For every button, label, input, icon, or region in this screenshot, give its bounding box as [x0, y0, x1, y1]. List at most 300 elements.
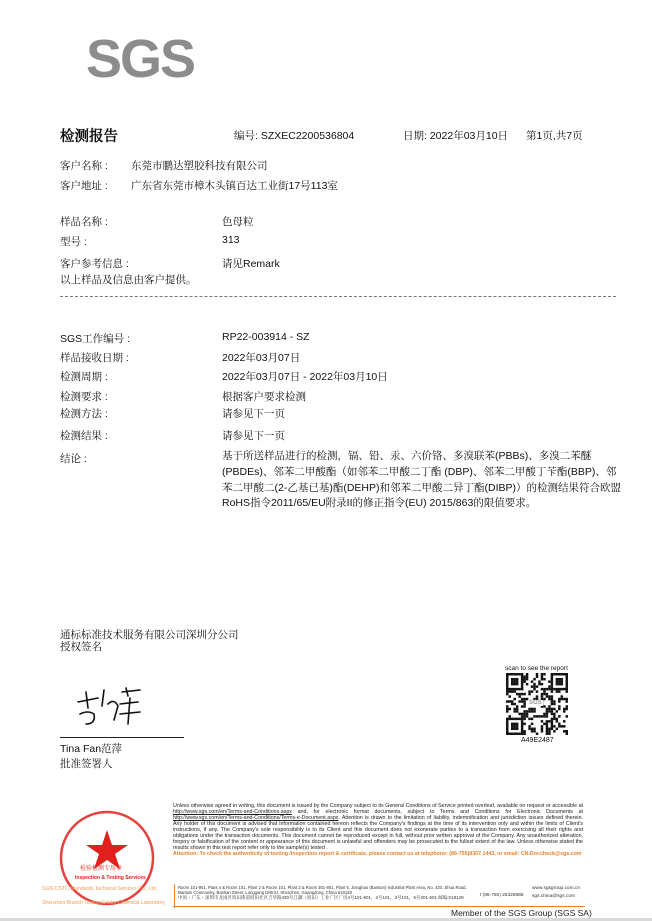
qr-module — [533, 730, 535, 732]
qr-module — [563, 673, 565, 675]
qr-module — [506, 690, 508, 692]
qr-module — [521, 715, 523, 717]
qr-module — [556, 680, 558, 682]
requirement-label: 检测要求 : — [60, 391, 108, 403]
email[interactable]: sgs.china@sgs.com — [532, 893, 575, 899]
qr-module — [528, 710, 530, 712]
qr-module — [566, 700, 568, 702]
qr-module — [508, 708, 510, 710]
qr-module — [551, 678, 553, 680]
qr-module — [551, 683, 553, 685]
qr-module — [513, 690, 515, 692]
qr-module — [513, 718, 515, 720]
qr-module — [548, 708, 550, 710]
qr-module — [506, 718, 508, 720]
qr-module — [561, 688, 563, 690]
qr-module — [521, 683, 523, 685]
qr-module — [541, 695, 543, 697]
qr-module — [521, 693, 523, 695]
qr-module — [526, 675, 528, 677]
qr-module — [533, 708, 535, 710]
qr-module — [506, 720, 508, 722]
qr-module — [541, 715, 543, 717]
qr-module — [506, 688, 508, 690]
qr-module — [523, 730, 525, 732]
qr-module — [561, 678, 563, 680]
qr-module — [561, 680, 563, 682]
qr-module — [563, 698, 565, 700]
qr-module — [506, 728, 508, 730]
qr-module — [551, 685, 553, 687]
qr-module — [506, 678, 508, 680]
qr-module — [526, 710, 528, 712]
qr-module — [533, 715, 535, 717]
qr-module — [511, 690, 513, 692]
seal-lab-en: Shenzhen Branch Testing Center Chemical Laboratory — [42, 900, 165, 906]
qr-module — [523, 698, 525, 700]
signer-name: Tina Fan范萍 — [60, 743, 123, 755]
qr-caption: scan to see the report — [505, 665, 568, 672]
seal-english: Inspection & Testing Services — [75, 875, 146, 881]
qr-module — [516, 723, 518, 725]
qr-module — [561, 725, 563, 727]
sgs-logo: SGS — [86, 29, 195, 89]
qr-module — [556, 728, 558, 730]
qr-module — [548, 728, 550, 730]
qr-module — [506, 733, 508, 735]
qr-module — [516, 725, 518, 727]
qr-module — [513, 688, 515, 690]
qr-module — [521, 733, 523, 735]
address-cn: 中国・广东・深圳市龙岗区坂田街道坂田社区吉华路430号江灏（坂田）工业厂区厂房4号101-901，2号101，3号101，5号301-501 邮编:518129 — [178, 895, 464, 900]
qr-module — [506, 700, 508, 702]
qr-module — [516, 718, 518, 720]
qr-module — [558, 708, 560, 710]
qr-module — [513, 678, 515, 680]
qr-module — [553, 700, 555, 702]
qr-module — [546, 733, 548, 735]
job-no-label: SGS工作编号 : — [60, 333, 131, 345]
qr-module — [563, 725, 565, 727]
disclaimer-part: Unless otherwise agreed in writing, this document is issued by the Company subject to its General Conditions of Service printed overleaf, available on request or accessible at — [173, 803, 583, 809]
qr-module — [558, 725, 560, 727]
qr-module — [546, 725, 548, 727]
handwritten-signature — [74, 684, 144, 728]
qr-module — [511, 728, 513, 730]
qr-module — [521, 720, 523, 722]
qr-module — [553, 730, 555, 732]
seal-center-text: 检验检测专用章 — [80, 866, 123, 872]
report-number: 编号: SZXEC2200536804 — [234, 130, 355, 142]
qr-module — [513, 728, 515, 730]
qr-module — [553, 718, 555, 720]
website[interactable]: www.sgsgroup.com.cn — [532, 886, 580, 891]
disclaimer — [173, 803, 583, 857]
qr-module — [553, 713, 555, 715]
qr-module — [513, 703, 515, 705]
qr-module — [526, 683, 528, 685]
model: 313 — [222, 234, 240, 246]
qr-module — [543, 713, 545, 715]
qr-module — [551, 728, 553, 730]
qr-module — [508, 690, 510, 692]
qr-module — [566, 705, 568, 707]
footer-address — [178, 885, 473, 900]
qr-module — [543, 690, 545, 692]
qr-module — [541, 730, 543, 732]
qr-code-id: A49E2487 — [521, 737, 554, 744]
qr-module — [536, 690, 538, 692]
qr-module — [521, 678, 523, 680]
qr-module — [518, 733, 520, 735]
qr-module — [521, 680, 523, 682]
qr-module — [518, 713, 520, 715]
qr-module — [523, 675, 525, 677]
qr-module — [566, 715, 568, 717]
qr-module — [543, 678, 545, 680]
qr-module — [546, 723, 548, 725]
qr-module — [511, 700, 513, 702]
qr-module — [561, 698, 563, 700]
qr-module — [508, 700, 510, 702]
authenticity-notice: Attention: To check the authenticity of testing /inspection report & certificate, please contact us at telephone: (86-755)8307 1443, or email: CN.Doccheck@sgs.com — [173, 851, 582, 857]
qr-module — [506, 730, 508, 732]
qr-module — [513, 680, 515, 682]
qr-module — [523, 713, 525, 715]
qr-module — [526, 678, 528, 680]
qr-module — [506, 710, 508, 712]
qr-module — [511, 723, 513, 725]
qr-module — [548, 720, 550, 722]
qr-module — [508, 715, 510, 717]
qr-module — [538, 715, 540, 717]
qr-module — [558, 688, 560, 690]
qr-module — [516, 683, 518, 685]
qr-module — [531, 728, 533, 730]
qr-module — [521, 718, 523, 720]
qr-module — [516, 678, 518, 680]
qr-module — [533, 678, 535, 680]
qr-sgs-logo: SGS — [529, 700, 542, 706]
qr-module — [551, 688, 553, 690]
qr-module — [556, 720, 558, 722]
qr-module — [563, 708, 565, 710]
qr-module — [533, 685, 535, 687]
sample-note: 以上样品及信息由客户提供。 — [60, 274, 197, 286]
qr-module — [531, 708, 533, 710]
qr-module — [521, 698, 523, 700]
qr-module — [546, 730, 548, 732]
qr-module — [551, 718, 553, 720]
report-date: 日期: 2022年03月10日 — [403, 130, 509, 142]
qr-module — [563, 710, 565, 712]
qr-module — [546, 688, 548, 690]
qr-module — [548, 730, 550, 732]
signature-line — [60, 737, 184, 738]
qr-module — [523, 693, 525, 695]
qr-module — [538, 680, 540, 682]
qr-module — [536, 733, 538, 735]
conclusion-text: 基于所送样品进行的检测，镉、铅、汞、六价铬、多溴联苯(PBBs)、多溴二苯醚(PBDEs)、邻苯二甲酸酯（如邻苯二甲酸二丁酯 (DBP)、邻苯二甲酸丁苄酯(BBP)、邻苯二甲酸二(2-乙基已基)酯(DEHP)和邻苯二甲酸二异丁酯(DIBP)）的检测结果符合欧盟RoHS指令2011/65/EU附录II的修正指令(EU) 2015/863的限值要求。 — [222, 450, 621, 510]
qr-module — [516, 680, 518, 682]
qr-module — [543, 688, 545, 690]
qr-module — [513, 698, 515, 700]
qr-module — [511, 703, 513, 705]
qr-module — [551, 675, 553, 677]
qr-module — [551, 723, 553, 725]
footer-accent — [174, 884, 175, 908]
page-title: 检测报告 — [60, 129, 118, 145]
qr-module — [521, 688, 523, 690]
footer-line — [173, 906, 585, 907]
qr-module — [566, 675, 568, 677]
qr-module — [511, 683, 513, 685]
qr-module — [551, 695, 553, 697]
qr-module — [506, 705, 508, 707]
qr-module — [541, 673, 543, 675]
qr-module — [548, 705, 550, 707]
qr-module — [523, 680, 525, 682]
qr-module — [541, 683, 543, 685]
qr-module — [528, 690, 530, 692]
qr-module — [558, 673, 560, 675]
qr-module — [553, 708, 555, 710]
qr-module — [528, 718, 530, 720]
qr-module — [548, 733, 550, 735]
qr-module — [541, 720, 543, 722]
qr-module — [548, 685, 550, 687]
qr-module — [536, 685, 538, 687]
qr-module — [546, 728, 548, 730]
qr-module — [553, 725, 555, 727]
qr-module — [541, 728, 543, 730]
qr-module — [536, 675, 538, 677]
qr-module — [523, 703, 525, 705]
client-name: 东莞市鹏达塑胶科技有限公司 — [131, 160, 268, 172]
address-en: Room 101-901, Plant 4 & Room 101, Plant 2 & Room 101, Plant 3 & Room 301-901, Plant 5, Jianghao (Bantian) Industrial Plant Area, No. 430, Jihua Road, Bantian Community, Bantian Street, Longgang District, Shenzhen, Guangdong, China 518129 — [178, 885, 467, 895]
qr-module — [521, 725, 523, 727]
qr-module — [523, 733, 525, 735]
qr-module — [508, 673, 510, 675]
client-address-label: 客户地址 : — [60, 180, 108, 192]
qr-module — [566, 683, 568, 685]
qr-module — [513, 723, 515, 725]
qr-module — [566, 708, 568, 710]
qr-module — [563, 688, 565, 690]
qr-module — [533, 683, 535, 685]
qr-module — [521, 713, 523, 715]
qr-module — [516, 705, 518, 707]
qr-module — [516, 708, 518, 710]
qr-module — [511, 733, 513, 735]
qr-module — [551, 690, 553, 692]
qr-module — [533, 728, 535, 730]
qr-module — [528, 708, 530, 710]
qr-module — [516, 688, 518, 690]
qr-module — [543, 723, 545, 725]
qr-module — [556, 710, 558, 712]
e-terms-link[interactable]: http://www.sgs.com/en/Terms-and-Conditions/Terms-e-Document.aspx — [173, 815, 339, 821]
qr-module — [561, 683, 563, 685]
qr-module — [543, 705, 545, 707]
qr-module — [566, 688, 568, 690]
qr-module — [548, 698, 550, 700]
qr-module — [553, 715, 555, 717]
footer-contact — [532, 885, 580, 900]
qr-module — [513, 673, 515, 675]
qr-module — [566, 690, 568, 692]
client-address: 广东省东莞市樟木头镇百达工业街17号113室 — [131, 180, 338, 192]
qr-module — [523, 700, 525, 702]
qr-module — [506, 683, 508, 685]
qr-module — [551, 720, 553, 722]
qr-module — [536, 695, 538, 697]
seal-company-en: SGS-CSTC Standards Technical Services Co., Ltd. — [42, 886, 157, 892]
result-label: 检测结果 : — [60, 430, 108, 442]
qr-module — [518, 673, 520, 675]
qr-module — [541, 725, 543, 727]
qr-module — [556, 690, 558, 692]
qr-module — [541, 678, 543, 680]
qr-module — [566, 698, 568, 700]
qr-module — [516, 710, 518, 712]
qr-module — [558, 678, 560, 680]
qr-module — [533, 688, 535, 690]
qr-module — [531, 723, 533, 725]
qr-module — [506, 685, 508, 687]
terms-link[interactable]: http://www.sgs.com/en/Terms-and-Conditions.aspx — [173, 809, 292, 815]
sample-name: 色母粒 — [222, 216, 254, 228]
qr-module — [556, 683, 558, 685]
qr-module — [518, 700, 520, 702]
qr-module — [546, 720, 548, 722]
qr-module — [508, 695, 510, 697]
qr-module — [566, 673, 568, 675]
qr-module — [528, 728, 530, 730]
received-label: 样品接收日期 : — [60, 352, 129, 364]
qr-module — [531, 718, 533, 720]
model-label: 型号 : — [60, 236, 87, 248]
qr-module — [558, 700, 560, 702]
qr-module — [558, 683, 560, 685]
qr-module — [511, 688, 513, 690]
qr-module — [531, 730, 533, 732]
client-ref: 请见Remark — [222, 258, 280, 270]
method-label: 检测方法 : — [60, 408, 108, 420]
qr-module — [561, 673, 563, 675]
method: 请参见下一页 — [222, 408, 285, 420]
period-label: 检测周期 : — [60, 371, 108, 383]
qr-module — [513, 683, 515, 685]
qr-module — [546, 715, 548, 717]
qr-module — [563, 720, 565, 722]
qr-module — [508, 688, 510, 690]
qr-module — [546, 708, 548, 710]
qr-module — [511, 725, 513, 727]
qr-module — [516, 728, 518, 730]
qr-module — [548, 680, 550, 682]
qr-module — [541, 688, 543, 690]
qr-module — [546, 713, 548, 715]
qr-module — [566, 733, 568, 735]
qr-module — [533, 710, 535, 712]
qr-module — [551, 713, 553, 715]
disclaimer-part: . Attention is drawn to the limitation of liability, indemnification and jurisdiction issues defined therein. Any holder of this document is advised that information contained hereon reflects the Company's findings at the time of its intervention only and within the limits of Client's instructions, if any. The Company's sole responsibility is to its Client and this document does not exonerate parties to a transaction from exercising all their rights and obligations under the transaction documents. This document cannot be reproduced except in full, without prior written approval of the Company. Any unauthorized alteration, forgery or falsification of the content or appearance of this document is unlawful and offenders may be prosecuted to the fullest extent of the law. Unless otherwise stated the results shown in this test report refer only to the sample(s) tested . — [173, 815, 583, 851]
qr-module — [558, 698, 560, 700]
qr-module — [556, 718, 558, 720]
qr-module — [536, 673, 538, 675]
qr-module — [541, 675, 543, 677]
result: 请参见下一页 — [222, 430, 285, 442]
qr-module — [506, 725, 508, 727]
qr-module — [513, 733, 515, 735]
qr-module — [511, 673, 513, 675]
qr-module — [551, 680, 553, 682]
qr-module — [558, 715, 560, 717]
qr-module — [543, 715, 545, 717]
qr-module — [558, 705, 560, 707]
qr-module — [548, 710, 550, 712]
signer-role: 批准签署人 — [60, 758, 113, 770]
client-name-label: 客户名称 : — [60, 160, 108, 172]
qr-module — [566, 685, 568, 687]
qr-module — [551, 708, 553, 710]
qr-module — [553, 673, 555, 675]
qr-module — [511, 718, 513, 720]
qr-module — [543, 698, 545, 700]
qr-module — [506, 673, 508, 675]
qr-module — [526, 673, 528, 675]
qr-module — [553, 688, 555, 690]
qr-module — [551, 725, 553, 727]
qr-module — [558, 690, 560, 692]
member-text: Member of the SGS Group (SGS SA) — [451, 908, 592, 918]
qr-module — [546, 710, 548, 712]
qr-module — [558, 680, 560, 682]
qr-module — [551, 700, 553, 702]
qr-module — [551, 703, 553, 705]
phone: t (86-755) 25328888 — [480, 893, 524, 898]
qr-module — [521, 673, 523, 675]
qr-module — [521, 700, 523, 702]
qr-module — [516, 733, 518, 735]
qr-module — [521, 675, 523, 677]
client-ref-label: 客户参考信息 : — [60, 258, 129, 270]
page-indicator: 第1页,共7页 — [526, 130, 583, 142]
qr-module — [528, 725, 530, 727]
qr-module — [518, 693, 520, 695]
qr-module — [523, 710, 525, 712]
qr-module — [556, 673, 558, 675]
qr-module — [521, 723, 523, 725]
qr-module — [506, 680, 508, 682]
qr-module — [563, 730, 565, 732]
qr-module — [551, 698, 553, 700]
qr-module — [536, 715, 538, 717]
qr-module — [548, 688, 550, 690]
qr-module — [511, 678, 513, 680]
qr-module — [506, 693, 508, 695]
qr-module — [526, 715, 528, 717]
qr-module — [513, 708, 515, 710]
qr-module — [558, 723, 560, 725]
qr-module — [513, 710, 515, 712]
job-no: RP22-003914 - SZ — [222, 331, 310, 343]
qr-module — [513, 725, 515, 727]
qr-module — [506, 675, 508, 677]
test-period: 2022年03月07日 - 2022年03月10日 — [222, 371, 388, 383]
sample-name-label: 样品名称 : — [60, 216, 108, 228]
